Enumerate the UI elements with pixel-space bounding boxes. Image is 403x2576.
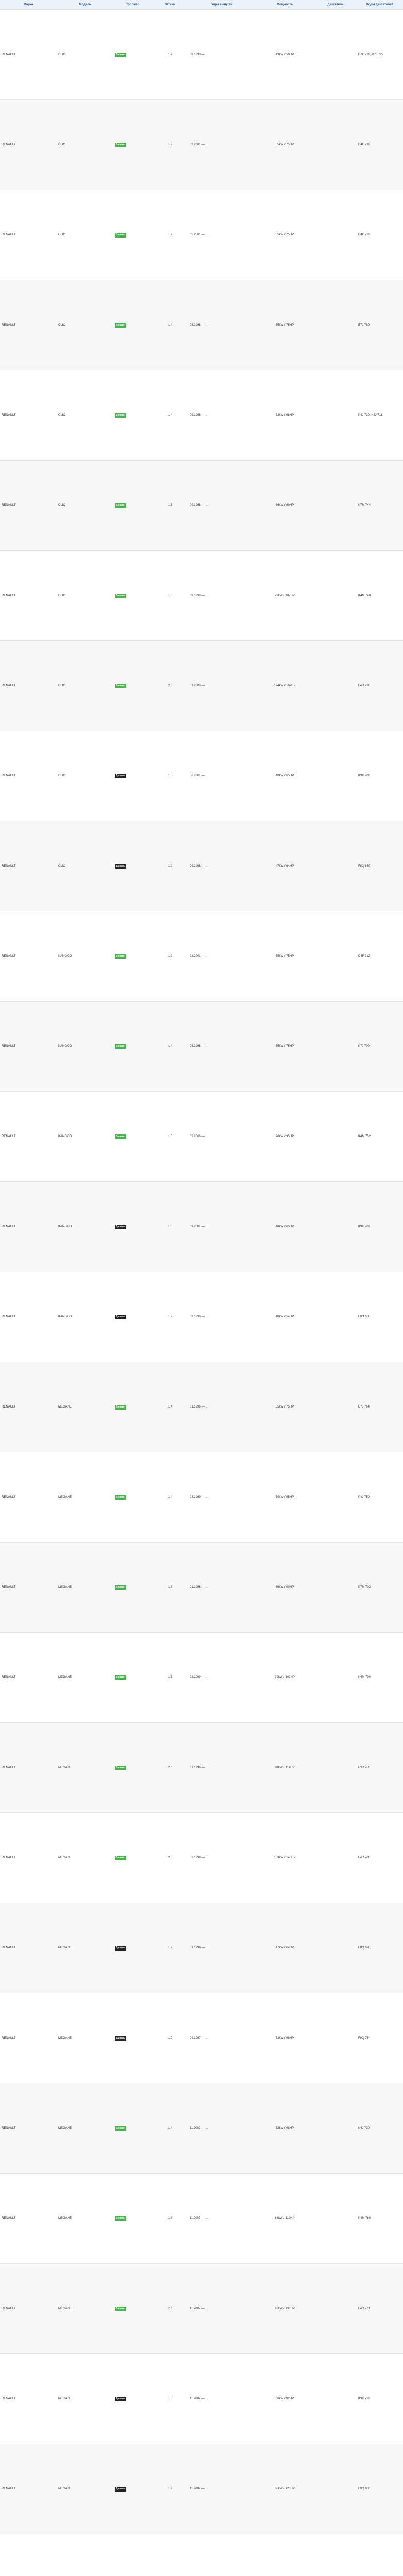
cell-fuel — [113, 1633, 152, 1723]
cell-power — [255, 2534, 314, 2576]
cell-codes: K7M 702 — [357, 1543, 403, 1633]
cell-fuel — [113, 100, 152, 190]
cell-volume: 1.9 — [152, 1903, 188, 1993]
cell-brand: RENAULT — [0, 1723, 57, 1813]
cell-power: 55kW / 75HP — [255, 100, 314, 190]
cell-power: 124kW / 169HP — [255, 641, 314, 731]
table-row[interactable] — [0, 821, 403, 911]
cell-brand — [0, 2534, 57, 2576]
cell-codes: F4R 736 — [357, 641, 403, 731]
cell-codes: K4M 752 — [357, 1092, 403, 1182]
table-row[interactable] — [0, 2354, 403, 2444]
cell-codes: D4F 712 — [357, 911, 403, 1002]
cell-brand: RENAULT — [0, 2354, 57, 2444]
fuel-badge: Дизель — [115, 1315, 126, 1318]
cell-volume: 1.4 — [152, 1362, 188, 1452]
table-row[interactable] — [0, 280, 403, 370]
cell-brand: RENAULT — [0, 1452, 57, 1543]
cell-model: CLIO — [57, 641, 113, 731]
cell-model: CLIO — [57, 370, 113, 461]
cell-volume: 1.9 — [152, 1993, 188, 2083]
cell-brand: RENAULT — [0, 1813, 57, 1903]
cell-model: KANGOO — [57, 1272, 113, 1362]
cell-power: 79kW / 107HP — [255, 551, 314, 641]
cell-codes: K7M 744 — [357, 461, 403, 551]
cell-model: MEGANE — [57, 1813, 113, 1903]
cell-power: 55kW / 75HP — [255, 280, 314, 370]
cell-fuel — [113, 1813, 152, 1903]
cell-years: 11.2002 — ... — [188, 2174, 255, 2264]
cell-volume: 1.6 — [152, 2174, 188, 2264]
table-row[interactable] — [0, 2264, 403, 2354]
cell-brand: RENAULT — [0, 370, 57, 461]
cell-engine — [314, 551, 357, 641]
cell-years: 11.2002 — ... — [188, 2444, 255, 2534]
cell-fuel — [113, 551, 152, 641]
cell-fuel — [113, 1903, 152, 1993]
cell-fuel — [113, 2444, 152, 2534]
cell-engine — [314, 2534, 357, 2576]
table-row[interactable] — [0, 100, 403, 190]
table-row[interactable] — [0, 1002, 403, 1092]
cell-brand: RENAULT — [0, 280, 57, 370]
cell-fuel — [113, 1272, 152, 1362]
cell-years: 09.1998 — ... — [188, 10, 255, 100]
cell-engine — [314, 1723, 357, 1813]
cell-model: MEGANE — [57, 2083, 113, 2174]
cell-brand: RENAULT — [0, 2264, 57, 2354]
cell-fuel — [113, 1452, 152, 1543]
cell-model — [57, 2534, 113, 2576]
cell-codes: K4J 730 — [357, 2083, 403, 2174]
cell-model: MEGANE — [57, 1543, 113, 1633]
cell-volume: 1.2 — [152, 10, 188, 100]
cell-fuel — [113, 1723, 152, 1813]
cell-engine — [314, 1002, 357, 1092]
cell-power: 70kW / 95HP — [255, 1092, 314, 1182]
cell-brand: RENAULT — [0, 1543, 57, 1633]
cell-model: KANGOO — [57, 1092, 113, 1182]
col-header-power[interactable]: Мощность — [255, 0, 314, 10]
cell-model: MEGANE — [57, 1362, 113, 1452]
fuel-badge: Дизель — [115, 2397, 126, 2400]
cell-model: MEGANE — [57, 1723, 113, 1813]
cell-volume: 1.6 — [152, 1543, 188, 1633]
table-body — [0, 10, 403, 2576]
cell-volume: 1.6 — [152, 551, 188, 641]
cell-power: 72kW / 98HP — [255, 2083, 314, 2174]
cell-model: MEGANE — [57, 2264, 113, 2354]
cell-power: 48kW / 65HP — [255, 731, 314, 821]
table-header-row — [0, 0, 403, 10]
cell-volume: 1.5 — [152, 2354, 188, 2444]
table-row[interactable] — [0, 461, 403, 551]
cell-engine — [314, 1362, 357, 1452]
cell-engine — [314, 100, 357, 190]
cell-model: CLIO — [57, 821, 113, 911]
cell-model: MEGANE — [57, 2444, 113, 2534]
cell-volume: 1.2 — [152, 100, 188, 190]
cell-years: 03.1998 — ... — [188, 1272, 255, 1362]
cell-years: 11.2002 — ... — [188, 2354, 255, 2444]
cell-codes: K4M 700 — [357, 1633, 403, 1723]
cell-codes: F8Q 630 — [357, 821, 403, 911]
cell-years: 11.2002 — ... — [188, 2264, 255, 2354]
cell-brand: RENAULT — [0, 10, 57, 100]
table-row[interactable] — [0, 731, 403, 821]
table-row[interactable] — [0, 1452, 403, 1543]
fuel-badge: Бензин — [115, 2307, 126, 2311]
cell-codes: F4R 700 — [357, 1813, 403, 1903]
fuel-badge: Дизель — [115, 2487, 126, 2490]
cell-engine — [314, 280, 357, 370]
cell-power: 83kW / 113HP — [255, 2174, 314, 2264]
cell-brand: RENAULT — [0, 2174, 57, 2264]
cell-codes: D4F 722 — [357, 190, 403, 280]
cell-volume: 2.0 — [152, 2264, 188, 2354]
cell-power: 66kW / 90HP — [255, 461, 314, 551]
cell-engine — [314, 2174, 357, 2264]
cell-power: 55kW / 75HP — [255, 1362, 314, 1452]
fuel-badge: Бензин — [115, 413, 126, 418]
col-header-engine[interactable]: Двигатель — [314, 0, 357, 10]
cell-power: 55kW / 75HP — [255, 1002, 314, 1092]
cell-years: 09.1997 — ... — [188, 1993, 255, 2083]
cell-years: 09.1999 — ... — [188, 551, 255, 641]
cell-codes: K4J 750 — [357, 1452, 403, 1543]
cell-volume: 2.0 — [152, 1723, 188, 1813]
cell-fuel — [113, 1002, 152, 1092]
cell-engine — [314, 821, 357, 911]
cell-engine — [314, 1633, 357, 1723]
cell-brand: RENAULT — [0, 1182, 57, 1272]
cell-power: 98kW / 133HP — [255, 2264, 314, 2354]
cell-fuel — [113, 641, 152, 731]
cell-years: 01.1996 — ... — [188, 1903, 255, 1993]
cell-engine — [314, 2444, 357, 2534]
table-row[interactable] — [0, 1993, 403, 2083]
table-row[interactable] — [0, 370, 403, 461]
cell-power: 79kW / 107HP — [255, 1633, 314, 1723]
cell-years: 03.1999 — ... — [188, 1452, 255, 1543]
table-row[interactable] — [0, 551, 403, 641]
cell-model: MEGANE — [57, 1452, 113, 1543]
cell-brand: RENAULT — [0, 2444, 57, 2534]
cell-years: 01.2000 — ... — [188, 641, 255, 731]
cell-power: 72kW / 98HP — [255, 1993, 314, 2083]
fuel-badge: Бензин — [115, 954, 126, 959]
cell-engine — [314, 1993, 357, 2083]
cell-years: 09.1998 — ... — [188, 821, 255, 911]
cell-codes: D7F 720, D7F 722 — [357, 10, 403, 100]
col-header-volume[interactable]: Объем — [152, 0, 188, 10]
cell-engine — [314, 1092, 357, 1182]
cell-engine — [314, 1182, 357, 1272]
cell-engine — [314, 1452, 357, 1543]
table-row[interactable] — [0, 1362, 403, 1452]
cell-power: 48kW / 65HP — [255, 1182, 314, 1272]
cell-volume: 1.9 — [152, 821, 188, 911]
fuel-badge: Бензин — [115, 1044, 126, 1049]
cell-power: 55kW / 75HP — [255, 190, 314, 280]
fuel-badge: Бензин — [115, 1856, 126, 1860]
cell-codes: E7J 780 — [357, 280, 403, 370]
cell-brand: RENAULT — [0, 461, 57, 551]
cell-model: KANGOO — [57, 911, 113, 1002]
fuel-badge: Дизель — [115, 2036, 126, 2040]
table-row[interactable] — [0, 1182, 403, 1272]
cell-volume: 1.5 — [152, 1182, 188, 1272]
cell-brand: RENAULT — [0, 1002, 57, 1092]
cell-volume: 1.4 — [152, 370, 188, 461]
cell-brand: RENAULT — [0, 1272, 57, 1362]
table-row[interactable] — [0, 2174, 403, 2264]
cell-engine — [314, 370, 357, 461]
cell-engine — [314, 1272, 357, 1362]
fuel-badge: Бензин — [115, 323, 126, 328]
cell-fuel — [113, 190, 152, 280]
cell-years: 01.1996 — ... — [188, 1723, 255, 1813]
cell-model: KANGOO — [57, 1002, 113, 1092]
table-row[interactable] — [0, 911, 403, 1002]
cell-power: 88kW / 120HP — [255, 2444, 314, 2534]
fuel-badge: Бензин — [115, 1405, 126, 1410]
cell-fuel — [113, 2534, 152, 2576]
cell-years: 09.1998 — ... — [188, 370, 255, 461]
table-row[interactable] — [0, 1092, 403, 1182]
table-row[interactable] — [0, 1903, 403, 1993]
table-row[interactable] — [0, 10, 403, 100]
cell-years: 09.2000 — ... — [188, 1092, 255, 1182]
fuel-badge: Дизель — [115, 1946, 126, 1950]
cell-years: 05.2001 — ... — [188, 190, 255, 280]
fuel-badge: Бензин — [115, 594, 126, 598]
cell-codes: F8Q 620 — [357, 1903, 403, 1993]
cell-brand: RENAULT — [0, 641, 57, 731]
cell-volume: 1.4 — [152, 2083, 188, 2174]
cell-model: CLIO — [57, 10, 113, 100]
cell-years: 01.1996 — ... — [188, 1543, 255, 1633]
cell-power: 84kW / 114HP — [255, 1723, 314, 1813]
fuel-badge: Дизель — [115, 774, 126, 777]
cell-fuel — [113, 370, 152, 461]
cell-codes: K4M 760 — [357, 2174, 403, 2264]
table-row[interactable] — [0, 1272, 403, 1362]
cell-fuel — [113, 911, 152, 1002]
fuel-badge: Бензин — [115, 1585, 126, 1590]
cell-years: 03.2001 — ... — [188, 1182, 255, 1272]
cell-codes: K7J 700 — [357, 1002, 403, 1092]
table-row[interactable] — [0, 1633, 403, 1723]
cell-fuel — [113, 2174, 152, 2264]
cell-fuel — [113, 1993, 152, 2083]
cell-years: 02.2001 — ... — [188, 100, 255, 190]
table-row[interactable] — [0, 1813, 403, 1903]
cell-fuel — [113, 821, 152, 911]
cell-brand: RENAULT — [0, 1362, 57, 1452]
cell-codes: F8Q 630 — [357, 1272, 403, 1362]
cell-brand: RENAULT — [0, 731, 57, 821]
cell-codes: F4R 771 — [357, 2264, 403, 2354]
cell-volume: 2.0 — [152, 1813, 188, 1903]
cell-years — [188, 2534, 255, 2576]
cell-codes: F9Q 800 — [357, 2444, 403, 2534]
cell-fuel — [113, 2083, 152, 2174]
cell-power: 55kW / 75HP — [255, 911, 314, 1002]
cell-model: MEGANE — [57, 1903, 113, 1993]
cell-volume: 1.9 — [152, 2444, 188, 2534]
cell-years: 11.2002 — ... — [188, 2083, 255, 2174]
cell-power: 60kW / 82HP — [255, 2354, 314, 2444]
cell-years: 01.1996 — ... — [188, 1362, 255, 1452]
cell-years: 09.1998 — ... — [188, 461, 255, 551]
cell-years: 03.1998 — ... — [188, 1002, 255, 1092]
cell-fuel — [113, 2264, 152, 2354]
cell-model: CLIO — [57, 280, 113, 370]
cell-years: 06.2001 — ... — [188, 731, 255, 821]
cell-engine — [314, 1903, 357, 1993]
cell-power: 47kW / 64HP — [255, 1903, 314, 1993]
table-row[interactable] — [0, 2534, 403, 2576]
cell-codes: K9K 722 — [357, 2354, 403, 2444]
cell-engine — [314, 1813, 357, 1903]
col-header-model[interactable]: Модель — [57, 0, 113, 10]
cell-engine — [314, 641, 357, 731]
cell-model: CLIO — [57, 461, 113, 551]
table-row[interactable] — [0, 641, 403, 731]
cell-codes: F9Q 734 — [357, 1993, 403, 2083]
cell-power: 70kW / 95HP — [255, 1452, 314, 1543]
cell-power: 72kW / 98HP — [255, 370, 314, 461]
cell-engine — [314, 190, 357, 280]
cell-power: 43kW / 58HP — [255, 10, 314, 100]
col-header-years[interactable]: Годы выпуска — [188, 0, 255, 10]
cell-fuel — [113, 280, 152, 370]
cell-volume: 1.6 — [152, 1092, 188, 1182]
col-header-brand[interactable]: Марка — [0, 0, 57, 10]
cell-volume: 1.9 — [152, 1272, 188, 1362]
cell-brand: RENAULT — [0, 1993, 57, 2083]
cell-engine — [314, 2264, 357, 2354]
cell-model: CLIO — [57, 731, 113, 821]
cell-engine — [314, 461, 357, 551]
cell-years: 03.1999 — ... — [188, 1633, 255, 1723]
cell-codes: E7J 764 — [357, 1362, 403, 1452]
cell-fuel — [113, 731, 152, 821]
cell-brand: RENAULT — [0, 1633, 57, 1723]
fuel-badge: Дизель — [115, 864, 126, 868]
fuel-badge: Бензин — [115, 143, 126, 147]
table-row[interactable] — [0, 190, 403, 280]
cell-fuel — [113, 1362, 152, 1452]
cell-model: CLIO — [57, 100, 113, 190]
cell-codes: K9K 702 — [357, 1182, 403, 1272]
table-row[interactable] — [0, 1543, 403, 1633]
cell-power: 66kW / 90HP — [255, 1543, 314, 1633]
cell-engine — [314, 10, 357, 100]
cell-brand: RENAULT — [0, 190, 57, 280]
cell-engine — [314, 731, 357, 821]
fuel-badge: Бензин — [115, 684, 126, 688]
col-header-codes[interactable]: Коды двигателей — [357, 0, 403, 10]
cell-engine — [314, 911, 357, 1002]
cell-fuel — [113, 1092, 152, 1182]
cell-model: MEGANE — [57, 1633, 113, 1723]
cell-codes: K4M 748 — [357, 551, 403, 641]
cell-engine — [314, 2083, 357, 2174]
cell-codes: F3R 750 — [357, 1723, 403, 1813]
col-header-fuel[interactable]: Топливо — [113, 0, 152, 10]
cell-fuel — [113, 2354, 152, 2444]
cell-power: 40kW / 54HP — [255, 1272, 314, 1362]
cell-fuel — [113, 1182, 152, 1272]
cell-model: CLIO — [57, 190, 113, 280]
cell-engine — [314, 2354, 357, 2444]
cell-codes: D4F 712 — [357, 100, 403, 190]
cell-fuel — [113, 461, 152, 551]
cell-fuel — [113, 10, 152, 100]
cell-volume: 1.6 — [152, 1633, 188, 1723]
cell-model: MEGANE — [57, 2174, 113, 2264]
fuel-badge: Бензин — [115, 503, 126, 508]
cell-fuel — [113, 1543, 152, 1633]
cell-volume: 1.6 — [152, 461, 188, 551]
fuel-badge: Бензин — [115, 53, 126, 57]
cell-volume: 1.2 — [152, 190, 188, 280]
cell-brand: RENAULT — [0, 551, 57, 641]
fuel-badge: Дизель — [115, 1225, 126, 1228]
cell-volume: 1.4 — [152, 1452, 188, 1543]
cell-brand: RENAULT — [0, 911, 57, 1002]
cell-engine — [314, 1543, 357, 1633]
cell-model: MEGANE — [57, 1993, 113, 2083]
cell-volume: 2.0 — [152, 641, 188, 731]
table-row[interactable] — [0, 1723, 403, 1813]
cell-brand: RENAULT — [0, 2083, 57, 2174]
cell-years: 03.1999 — ... — [188, 1813, 255, 1903]
fuel-badge: Бензин — [115, 1766, 126, 1770]
cell-brand: RENAULT — [0, 100, 57, 190]
cell-volume: 1.5 — [152, 731, 188, 821]
cell-brand: RENAULT — [0, 1092, 57, 1182]
cell-power: 103kW / 140HP — [255, 1813, 314, 1903]
fuel-badge: Бензин — [115, 233, 126, 238]
cell-volume: 1.4 — [152, 280, 188, 370]
fuel-badge: Бензин — [115, 1495, 126, 1500]
cell-power: 47kW / 64HP — [255, 821, 314, 911]
cell-codes: K9K 700 — [357, 731, 403, 821]
cell-codes: K4J 710, K4J 711 — [357, 370, 403, 461]
fuel-badge: Бензин — [115, 2216, 126, 2221]
cell-model: KANGOO — [57, 1182, 113, 1272]
cell-brand: RENAULT — [0, 1903, 57, 1993]
cell-volume — [152, 2534, 188, 2576]
cell-volume: 1.4 — [152, 1002, 188, 1092]
cell-years: 03.1998 — ... — [188, 280, 255, 370]
cell-volume: 1.2 — [152, 911, 188, 1002]
table-row[interactable] — [0, 2444, 403, 2534]
cell-model: CLIO — [57, 551, 113, 641]
cell-codes — [357, 2534, 403, 2576]
cell-model: MEGANE — [57, 2354, 113, 2444]
table-row[interactable] — [0, 2083, 403, 2174]
fuel-badge: Бензин — [115, 1675, 126, 1680]
fuel-badge: Бензин — [115, 2126, 126, 2131]
cell-brand: RENAULT — [0, 821, 57, 911]
cell-years: 03.2001 — ... — [188, 911, 255, 1002]
fuel-badge: Бензин — [115, 1134, 126, 1139]
